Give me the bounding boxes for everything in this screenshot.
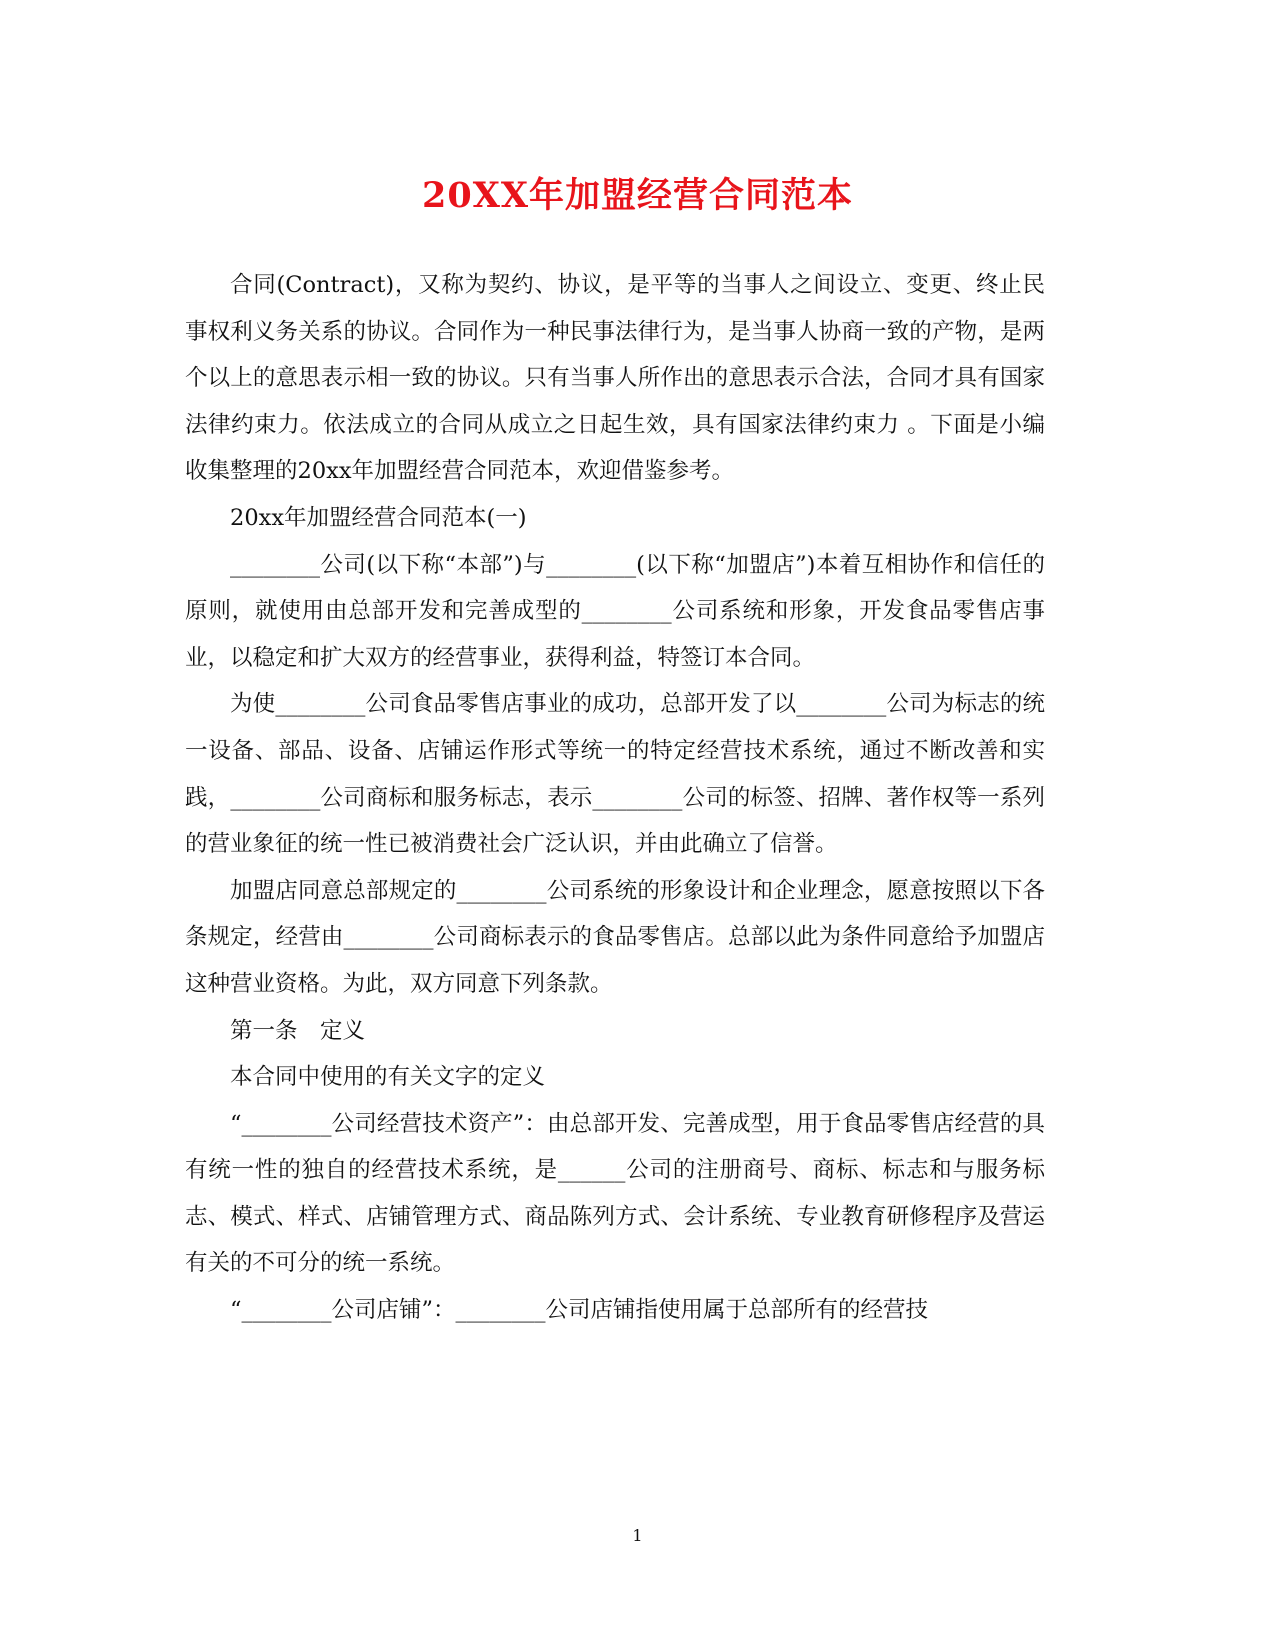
paragraph-intro: 合同(Contract)，又称为契约、协议，是平等的当事人之间设立、变更、终止民事权利义务关系的协议。合同作为一种民事法律行为，是当事人协商一致的产物，是两个以上的意思表示相一致的协议。只有当事人所作出的意思表示合法，合同才具有国家法律约束力。依法成立的合同从成立之日起生效，具有国家法律约束力 。下面是小编收集整理的20xx年加盟经营合同范本，欢迎借鉴参考。 bbox=[185, 272, 1045, 485]
paragraph-background: 为使________公司食品零售店事业的成功，总部开发了以________公司为标志的统一设备、部品、设备、店铺运作形式等统一的特定经营技术系统，通过不断改善和实践，________公司商标和服务标志，表示________公司的标签、招牌、著作权等一系列的营业象征的统一性已被消费社会广泛认识，并由此确立了信誉。 bbox=[185, 691, 1045, 858]
paragraph-agreement: 加盟店同意总部规定的________公司系统的形象设计和企业理念，愿意按照以下各条规定，经营由________公司商标表示的食品零售店。总部以此为条件同意给予加盟店这种营业资格。为此，双方同意下列条款。 bbox=[185, 877, 1045, 997]
paragraph-definition-assets: “________公司经营技术资产”：由总部开发、完善成型，用于食品零售店经营的具有统一性的独自的经营技术系统，是______公司的注册商号、商标、标志和与服务标志、模式、样式、店铺管理方式、商品陈列方式、会计系统、专业教育研修程序及营运有关的不可分的统一系统。 bbox=[185, 1110, 1045, 1277]
document-title: 20XX年加盟经营合同范本 bbox=[421, 175, 854, 216]
page-number: 1 bbox=[632, 1526, 643, 1545]
document-body bbox=[185, 262, 1045, 1334]
paragraph-article-one: 第一条 定义 bbox=[230, 1017, 366, 1044]
paragraph-definitions-intro: 本合同中使用的有关文字的定义 bbox=[230, 1064, 546, 1091]
paragraph-sample-heading: 20xx年加盟经营合同范本(一) bbox=[230, 504, 527, 531]
paragraph-parties: ________公司(以下称“本部”)与________(以下称“加盟店”)本着互相协作和信任的原则，就使用由总部开发和完善成型的________公司系统和形象，开发食品零售店事业，以稳定和扩大双方的经营事业，获得利益，特签订本合同。 bbox=[185, 551, 1045, 671]
paragraph-definition-store: “________公司店铺”：________公司店铺指使用属于总部所有的经营技 bbox=[230, 1297, 929, 1324]
